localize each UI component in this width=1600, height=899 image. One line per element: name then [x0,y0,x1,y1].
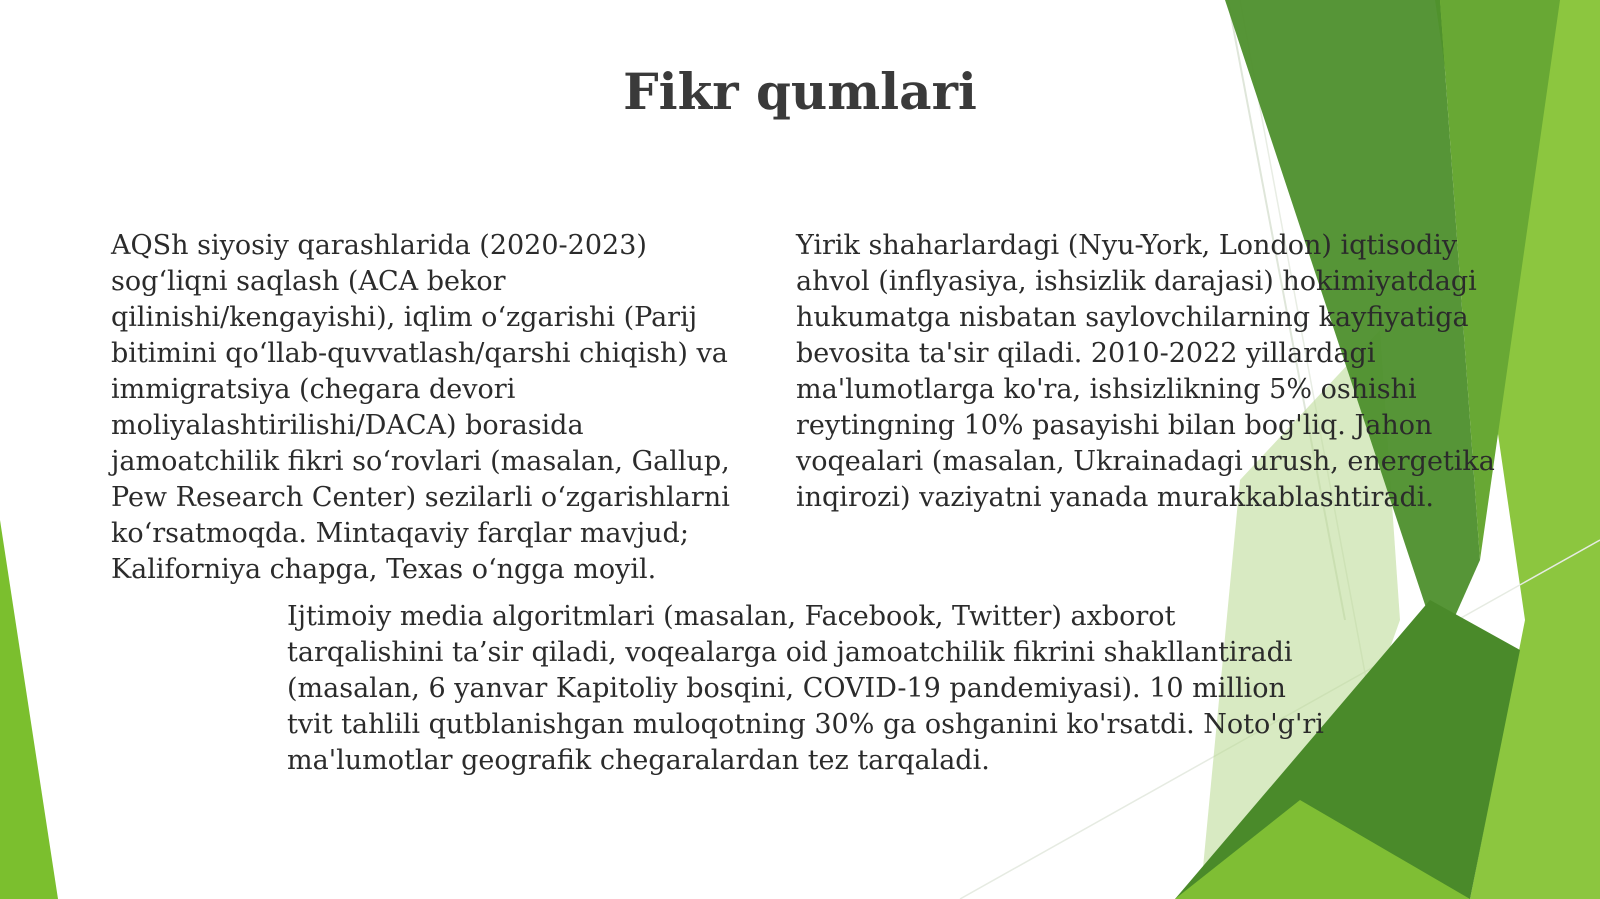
paragraph-bottom: Ijtimoiy media algoritmlari (masalan, Facebook, Twitter) axborot tarqalishini ta’sir qiladi, voqealarga oid jamoatchilik fikrini shakllantiradi (masalan, 6 yanvar Kapitoliy bosqini, COVID-19 pandemiyasi). 10 million tvit tahlili qutblanishgan muloqotning 30% ga oshganini ko'rsatdi. Noto'g'ri ma'lumotlar geografik chegaralardan tez tarqaladi. [287,601,1324,776]
paragraph-right: Yirik shaharlardagi (Nyu-York, London) iqtisodiy ahvol (inflyasiya, ishsizlik darajasi) hokimiyatdagi hukumatga nisbatan saylovchilarning kayfiyatiga bevosita ta'sir qiladi. 2010-2022 yillardagi ma'lumotlarga ko'ra, ishsizlikning 5% oshishi reytingning 10% pasayishi bilan bog'liq. Jahon voqealari (masalan, Ukrainadagi urush, energetika inqirozi) vaziyatni yanada murakkablashtiradi. [796,230,1495,513]
left-green-shard [0,520,58,899]
page-title: Fikr qumlari [623,62,977,121]
paragraph-left: AQSh siyosiy qarashlarida (2020-2023) sog‘liqni saqlash (ACA bekor qilinishi/kengayishi), iqlim o‘zgarishi (Parij bitimini qo‘llab-quvvatlash/qarshi chiqish) va immigratsiya (chegara devori moliyalashtirilishi/DACA) borasida jamoatchilik fikri so‘rovlari (masalan, Gallup, Pew Research Center) sezilarli o‘zgarishlarni ko‘rsatmoqda. Mintaqaviy farqlar mavjud; Kaliforniya chapga, Texas o‘ngga moyil. [111,230,730,585]
